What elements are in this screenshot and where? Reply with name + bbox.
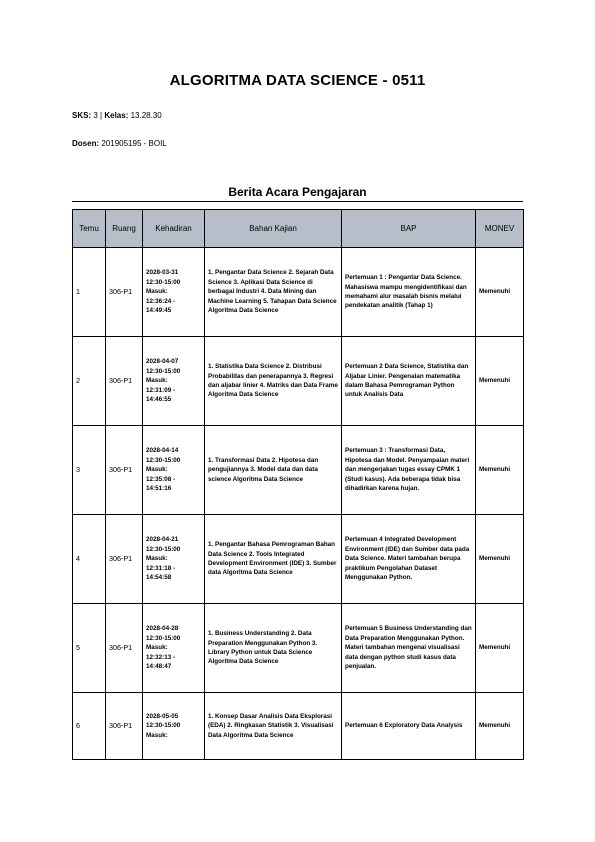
- kehadiran-line: 2028-04-28: [146, 625, 179, 633]
- dosen-label: Dosen: [72, 139, 97, 148]
- table-row: [73, 248, 524, 337]
- table-row: [73, 604, 524, 693]
- bahan-kajian-cell: 1. Pengantar Data Science 2. Sejarah Data Science 3. Aplikasi Data Science di berbagai Industri 4. Data Mining dan Machine Learning 5. Tahapan Data Science Algoritma Data Science: [205, 248, 342, 337]
- kehadiran-cell: [143, 515, 205, 604]
- table-header-row: [73, 210, 524, 248]
- monev-cell: Memenuhi: [476, 515, 524, 604]
- kehadiran-line: 2028-04-07: [146, 358, 179, 366]
- kehadiran-cell: [143, 337, 205, 426]
- temu-cell: 2: [73, 337, 106, 426]
- kehadiran-line: 12:30-15:00: [146, 634, 181, 642]
- table-row: [73, 515, 524, 604]
- monev-cell: Memenuhi: [476, 426, 524, 515]
- ruang-cell: 306-P1: [106, 515, 143, 604]
- kehadiran-line: 12:30-15:00: [146, 367, 181, 375]
- kehadiran-line: 12:32:13 -: [146, 653, 176, 661]
- kehadiran-line: 2028-04-21: [146, 536, 179, 544]
- sks-label: SKS: [72, 111, 89, 120]
- table-row: [73, 693, 524, 760]
- kehadiran-line: 2028-03-31: [146, 269, 179, 277]
- kehadiran-line: 12:31:18 -: [146, 564, 176, 572]
- kehadiran-line: 14:49:45: [146, 307, 172, 315]
- sks-kelas-line: SKS: 3 | Kelas: 13.28.30: [72, 111, 162, 120]
- section-divider: [72, 201, 523, 202]
- kehadiran-line: Masuk:: [146, 731, 168, 739]
- kehadiran-line: Masuk:: [146, 644, 168, 652]
- temu-cell: 1: [73, 248, 106, 337]
- kelas-value: 13.28.30: [130, 111, 162, 120]
- kehadiran-line: 12:30-15:00: [146, 545, 181, 553]
- kehadiran-cell: [143, 248, 205, 337]
- kehadiran-line: Masuk:: [146, 288, 168, 296]
- bahan-kajian-cell: 1. Transformasi Data 2. Hipotesa dan pengujiannya 3. Model data dan data science Algoritma Data Science: [205, 426, 342, 515]
- ruang-cell: 306-P1: [106, 426, 143, 515]
- header-bahan-kajian: Bahan Kajian: [205, 210, 342, 248]
- header-bap: BAP: [342, 210, 476, 248]
- monev-cell: Memenuhi: [476, 248, 524, 337]
- header-monev: MONEV: [476, 210, 524, 248]
- kehadiran-line: Masuk:: [146, 555, 168, 563]
- bap-cell: Pertemuan 3 : Transformasi Data, Hipotesa dan Model. Penyampaian materi dan mengerjakan tugas essay CPMK 1 (Studi kasus). Ada beberapa tidak bisa dihadirkan karena hujan.: [342, 426, 476, 515]
- bap-cell: Pertemuan 2 Data Science, Statistika dan Aljabar Linier. Pengenalan matematika dalam Bahasa Pemrograman Python untuk Analisis Data: [342, 337, 476, 426]
- bahan-kajian-cell: 1. Business Understanding 2. Data Preparation Menggunakan Python 3. Library Python untuk Data Science Algoritma Data Science: [205, 604, 342, 693]
- ruang-cell: 306-P1: [106, 337, 143, 426]
- bap-cell: Pertemuan 6 Exploratory Data Analysis: [342, 693, 476, 760]
- temu-cell: 4: [73, 515, 106, 604]
- ruang-cell: 306-P1: [106, 604, 143, 693]
- kehadiran-cell: [143, 604, 205, 693]
- monev-cell: Memenuhi: [476, 337, 524, 426]
- table-row: [73, 426, 524, 515]
- monev-cell: Memenuhi: [476, 693, 524, 760]
- monev-cell: Memenuhi: [476, 604, 524, 693]
- kehadiran-line: 2028-05-05: [146, 712, 179, 720]
- kehadiran-line: Masuk:: [146, 466, 168, 474]
- header-kehadiran: Kehadiran: [143, 210, 205, 248]
- kehadiran-cell: [143, 426, 205, 515]
- bap-cell: Pertemuan 1 : Pengantar Data Science. Mahasiswa mampu mengidentifikasi dan memahami alur masalah bisnis melalui pendekatan analitik (Tahap 1): [342, 248, 476, 337]
- kehadiran-line: 14:48:47: [146, 663, 172, 671]
- kehadiran-line: 2028-04-14: [146, 447, 179, 455]
- table-row: [73, 337, 524, 426]
- sks-value: 3: [93, 111, 98, 120]
- kehadiran-line: 12:30-15:00: [146, 278, 181, 286]
- bap-cell: Pertemuan 4 Integrated Development Environment (IDE) dan Sumber data pada Data Science. Materi tambahan berupa praktikum Pengolahan Dataset Menggunakan Python.: [342, 515, 476, 604]
- kehadiran-line: 14:46:55: [146, 396, 172, 404]
- ruang-cell: 306-P1: [106, 248, 143, 337]
- header-temu: Temu: [73, 210, 106, 248]
- kehadiran-line: 14:51:16: [146, 485, 172, 493]
- kehadiran-cell: [143, 693, 205, 760]
- temu-cell: 3: [73, 426, 106, 515]
- kehadiran-line: 12:30-15:00: [146, 722, 181, 730]
- kehadiran-line: 14:54:58: [146, 574, 172, 582]
- kehadiran-line: Masuk:: [146, 377, 168, 385]
- section-title: Berita Acara Pengajaran: [228, 185, 367, 199]
- kehadiran-line: 12:36:24 -: [146, 297, 176, 305]
- kehadiran-line: 12:31:09 -: [146, 386, 176, 394]
- dosen-line: Dosen: 201905195 - BOIL: [72, 139, 167, 148]
- dosen-value: 201905195 - BOIL: [101, 139, 167, 148]
- header-ruang: Ruang: [106, 210, 143, 248]
- temu-cell: 6: [73, 693, 106, 760]
- bahan-kajian-cell: 1. Statistika Data Science 2. Distribusi Probabilitas dan penerapannya 3. Regresi dan aljabar linier 4. Matriks dan Data Frame Algoritma Data Science: [205, 337, 342, 426]
- page-title: ALGORITMA DATA SCIENCE - 0511: [169, 72, 426, 89]
- bahan-kajian-cell: 1. Pengantar Bahasa Pemrograman Bahan Data Science 2. Tools Integrated Development Environment (IDE) 3. Sumber data Algoritma Data Science: [205, 515, 342, 604]
- bahan-kajian-cell: 1. Konsep Dasar Analisis Data Eksplorasi (EDA) 2. Ringkasan Statistik 3. Visualisasi Data Algoritma Data Science: [205, 693, 342, 760]
- ruang-cell: 306-P1: [106, 693, 143, 760]
- berita-acara-table: [72, 209, 524, 760]
- kehadiran-line: 12:35:08 -: [146, 475, 176, 483]
- kelas-label: Kelas: [104, 111, 126, 120]
- temu-cell: 5: [73, 604, 106, 693]
- bap-cell: Pertemuan 5 Business Understanding dan Data Preparation Menggunakan Python. Materi tambahan mengenai visualisasi data dengan python studi kasus data penjualan.: [342, 604, 476, 693]
- kehadiran-line: 12:30-15:00: [146, 456, 181, 464]
